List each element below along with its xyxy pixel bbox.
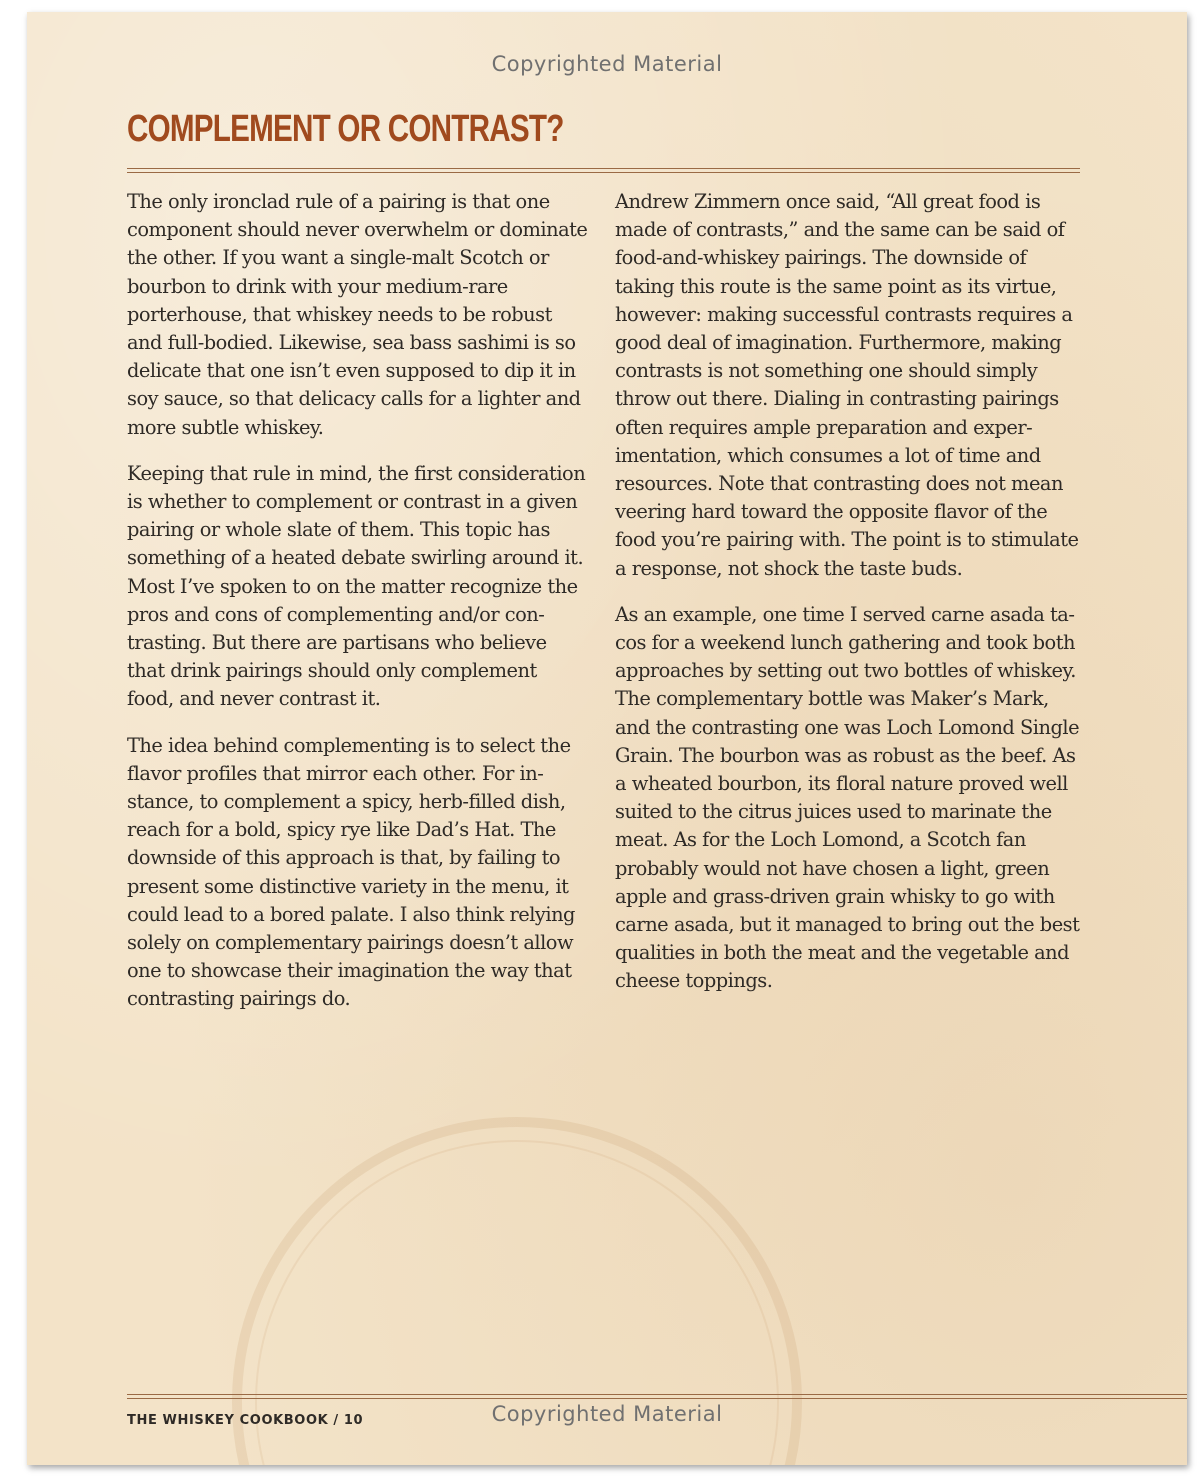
paragraph: The only ironclad rule of a pairing is that one component should never overwhelm or dominate the other. If you want a single-malt Scotch or bourbon to drink with your medium-rare porterhouse, that whiskey needs to be robust and full-bodied. Likewise, sea bass sashimi is so delicate that one isn’t even supposed to dip it in soy sauce, so that delicacy calls for a lighter and more subtle whiskey. — [127, 190, 588, 439]
paragraph: As an example, one time I served carne asada tacos for a weekend lunch gathering and took both approaches by setting out two bottles of whiskey. The complementary bottle was Maker’s Mark, and the contrasting one was Loch Lomond Single Grain. The bourbon was as robust as the beef. As a wheated bourbon, its floral nature proved well suited to the citrus juices used to marinate the meat. As for the Loch Lomond, a Scotch fan probably would not have chosen a light, green apple and grass-driven grain whisky to go with carne asada, but it managed to bring out the best qualities in both the meat and the vegetable and cheese toppings. — [615, 602, 1080, 993]
paragraph: Keeping that rule in mind, the first consideration is whether to complement or contrast in a given pairing or whole slate of them. This topic has something of a heated debate swirling around it. Most I’ve spoken to on the matter recognize the pros and cons of complementing and/or contrasting. But there are partisans who believe that drink pairings should only complement food, and never contrast it. — [127, 461, 586, 711]
copyright-watermark-bottom: Copyrighted Material — [491, 1402, 723, 1426]
right-column — [615, 188, 1080, 1014]
left-column — [127, 188, 589, 1032]
paragraph: The idea behind complementing is to select the flavor profiles that mirror each other. For instance, to complement a spicy, herb-filled dish, reach for a bold, spicy rye like Dad’s Hat. The downside of this approach is that, by failing to present some distinctive variety in the menu, it could lead to a bored palate. I also think relying solely on complementary pairings doesn’t allow one to showcase their imagination the way that contrasting pairings do. — [127, 733, 575, 1011]
page-title: COMPLEMENT OR CONTRAST? — [127, 108, 564, 150]
paragraph: Andrew Zimmern once said, “All great food is made of contrasts,” and the same can be said of food-and-whiskey pairings. The downside of taking this route is the same point as its virtue, however: making successful contrasts requires a good deal of imagination. Furthermore, making contrasts is not something one should simply throw out there. Dialing in contrasting pairings often requires ample preparation and experimentation, which consumes a lot of time and resources. Note that contrasting does not mean veering hard toward the opposite flavor of the food you’re pairing with. The point is to stimulate a response, not shock the taste buds. — [615, 190, 1079, 580]
book-page — [27, 12, 1187, 1465]
title-rule — [127, 168, 1080, 173]
copyright-watermark-top: Copyrighted Material — [491, 52, 723, 76]
page-footer: THE WHISKEY COOKBOOK / 10 — [127, 1413, 364, 1428]
footer-rule — [127, 1394, 1187, 1399]
